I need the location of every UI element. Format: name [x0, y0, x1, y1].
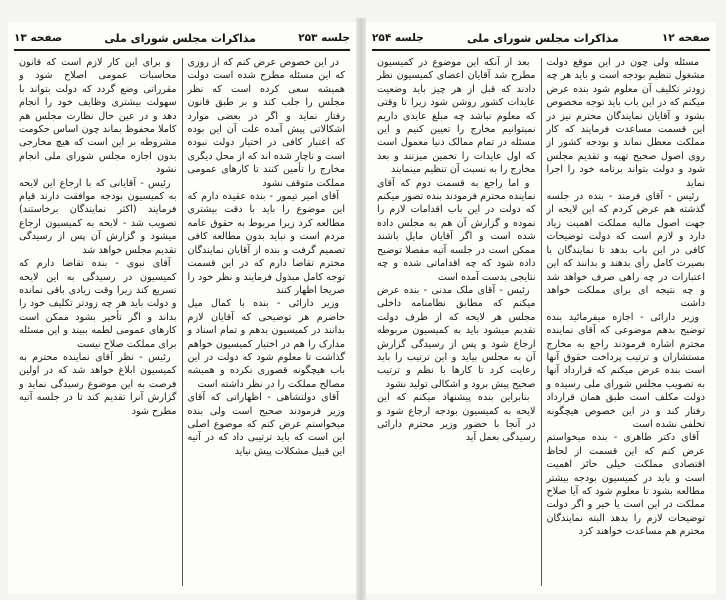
running-title: مذاکرات مجلس شورای ملی	[104, 31, 256, 45]
page-left	[8, 22, 356, 594]
paragraph: رئیس - آقای فرمند - بنده در جلسه گذشته هم عرض کردم که این لایحه از جهت اصول مالیه مملکت اهمیت زیاد دارد و لازم است که دولت توضیحات کافی در این باب بدهد تا نمایندگان با بصیرت کامل رأی بدهند و بدانند که این اعتبارات در چه راهی صرف خواهد شد و چه نتیجه ای برای مملکت خواهد داشت	[546, 191, 705, 310]
page-right	[366, 22, 716, 594]
running-title: مذاکرات مجلس شورای ملی	[467, 31, 619, 45]
paragraph: بنابراین بنده پیشنهاد میکنم که این لایحه به کمیسیون بودجه ارجاع شود و در آنجا با حضور وزیر محترم دارائی رسیدگی بعمل آید	[377, 392, 536, 444]
paragraph: و اما راجع به قسمت دوم که آقای نماینده محترم فرمودند بنده تصور میکنم که دولت در این باب اقدامات لازم را نموده و گزارش آن هم به مجلس داده شده است و اگر آقایان مایل باشند ممکن است در جلسه آتیه مفصلا توضیح داده شود که چه اقداماتی شده و چه نتایجی بدست آمده است	[377, 177, 536, 283]
page-header	[14, 30, 350, 51]
paragraph: وزیر دارائی - بنده با کمال میل حاضرم هر توضیحی که آقایان لازم بدانند در کمیسیون بدهم و تمام اسناد و مدارک را هم در اختیار کمیسیون خواهم گذاشت تا معلوم شود که دولت در این باب هیچگونه قصوری نکرده و همیشه مصالح مملکت را در نظر داشته است	[187, 298, 345, 390]
paragraph: بعد از آنکه این موضوع در کمیسیون مطرح شد آقایان اعضای کمیسیون نظر دادند که قبل از هر چیز باید وضعیت عایدات کشور روشن شود زیرا تا وقتی که معلوم نباشد چه مبلغ عایدی داریم نمیتوانیم مخارج را تعیین کنیم و این مسئله در تمام ممالک دنیا معمول است که اول عایدات را تخمین میزنند و بعد مخارج را به نسبت آن تنظیم مینمایند	[377, 57, 536, 176]
paragraph: رئیس - آقایانی که با ارجاع این لایحه به کمیسیون بودجه موافقت دارند قیام فرمایند (اکثر نمایندگان برخاستند) تصویب شد - لایحه به کمیسیون ارجاع میشود و گزارش آن پس از رسیدگی تقدیم مجلس خواهد شد	[19, 177, 177, 256]
column-second	[372, 56, 541, 588]
paragraph: رئیس - آقای ملک مدنی - بنده عرض میکنم که مطابق نظامنامه داخلی مجلس هر لایحه که از طرف دولت تقدیم میشود باید به کمیسیون مربوطه ارجاع شود و پس از رسیدگی گزارش آن به مجلس بیاید و این ترتیب را باید رعایت کرد تا کارها با نظم و ترتیب صحیح پیش برود و اشکالی تولید نشود	[377, 284, 536, 390]
paragraph: در این خصوص عرض کنم که از روزی که این مسئله مطرح شده است دولت همیشه سعی کرده است که نظر مجلس را جلب کند و بر طبق قانون رفتار نماید و اگر در بعضی موارد اشکالاتی پیش آمده علت آن این بوده که اعتبار کافی در اختیار دولت نبوده است و ناچار شده اند که از محل دیگری مخارج را تأمین کنند تا کارهای عمومی مملکت متوقف نشود	[187, 57, 345, 189]
paragraph: وزیر دارائی - اجازه میفرمائید بنده توضیح بدهم موضوعی که آقای نماینده محترم اشاره فرمودند راجع به مخارج مستشاران و ترتیب پرداخت حقوق آنها است بنده عرض میکنم که قرارداد آنها به تصویب مجلس شورای ملی رسیده و دولت مکلف است طبق همان قرارداد رفتار کند و در این خصوص هیچگونه تخلفی نشده است	[546, 311, 705, 430]
session-number: جلسه ۲۵۴	[372, 32, 424, 44]
paragraph: رئیس - نظر آقای نماینده محترم به کمیسیون ابلاغ خواهد شد که در اولین فرصت به این موضوع رسیدگی نماید و گزارش آنرا تقدیم کند تا در جلسه آتیه مطرح شود	[19, 351, 177, 417]
paragraph: آقای نبوی - بنده تقاضا دارم که کمیسیون در رسیدگی به این لایحه تسریع کند زیرا وقت زیادی باقی نمانده و دولت باید هر چه زودتر تکلیف خود را بداند و اگر تأخیر بشود ممکن است کارهای عمومی لطمه ببیند و این مسئله برای مملکت صلاح نیست	[19, 258, 177, 350]
column-divider	[541, 58, 542, 586]
book-gutter	[356, 18, 366, 600]
paragraph: و برای این کار لازم است که قانون محاسبات عمومی اصلاح شود و مقرراتی وضع گردد که دولت بتواند با سهولت بیشتری وظایف خود را انجام دهد و در عین حال نظارت مجلس هم کاملا محفوظ بماند چون اساس حکومت مشروطه بر این است که هیچ مخارجی بدون اجازه مجلس شورای ملی انجام نشود	[19, 57, 177, 176]
column-first	[542, 56, 711, 588]
page-header	[372, 30, 710, 51]
paragraph: آقای امیر تیمور - بنده عقیده دارم که این موضوع را باید با دقت بیشتری مطالعه کرد زیرا مربوط به حقوق عامه مردم است و نباید بدون مطالعه کافی تصمیم گرفت و بنده از آقایان نمایندگان محترم تقاضا دارم که در این قسمت توجه کامل مبذول فرمایند و نظر خود را صریحا اظهار کنند	[187, 191, 345, 296]
column-second	[14, 56, 182, 588]
text-columns	[372, 56, 710, 588]
page-number: صفحه ۱۳	[14, 32, 63, 44]
column-divider	[182, 58, 183, 586]
page-number: صفحه ۱۲	[661, 32, 710, 44]
paragraph: آقای دولتشاهی - اظهاراتی که آقای وزیر فرمودند صحیح است ولی بنده میخواستم عرض کنم که موضوع اصلی این است که باید ترتیبی داد که در آتیه این قبیل مشکلات پیش نیاید	[187, 392, 345, 457]
paragraph: آقای دکتر طاهری - بنده میخواستم عرض کنم که این قسمت از لحاظ اقتصادی مملکت خیلی حائز اهمیت است و باید در کمیسیون بودجه بیشتر مطالعه بشود تا معلوم شود که آیا صلاح مملکت در این است یا خیر و اگر دولت توضیحات لازم را بدهد البته نمایندگان محترم هم مساعدت خواهند کرد	[546, 432, 705, 538]
text-columns	[14, 56, 350, 588]
session-number: جلسه ۲۵۳	[298, 32, 350, 44]
column-first	[183, 56, 351, 588]
paragraph: مسئله ولی چون در این موقع دولت مشغول تنظیم بودجه است و باید هر چه زودتر تکلیف آن معلوم شود بنده عرض میکنم که در این باب باید توجه مخصوص بشود و آقایان نمایندگان محترم نیز در این قسمت مساعدت فرمایند که کار مملکت معطل نماند و بودجه کشور از روی اصول صحیح تهیه و تقدیم مجلس شود و دولت بتواند برنامه خود را اجرا نماید	[546, 57, 705, 189]
